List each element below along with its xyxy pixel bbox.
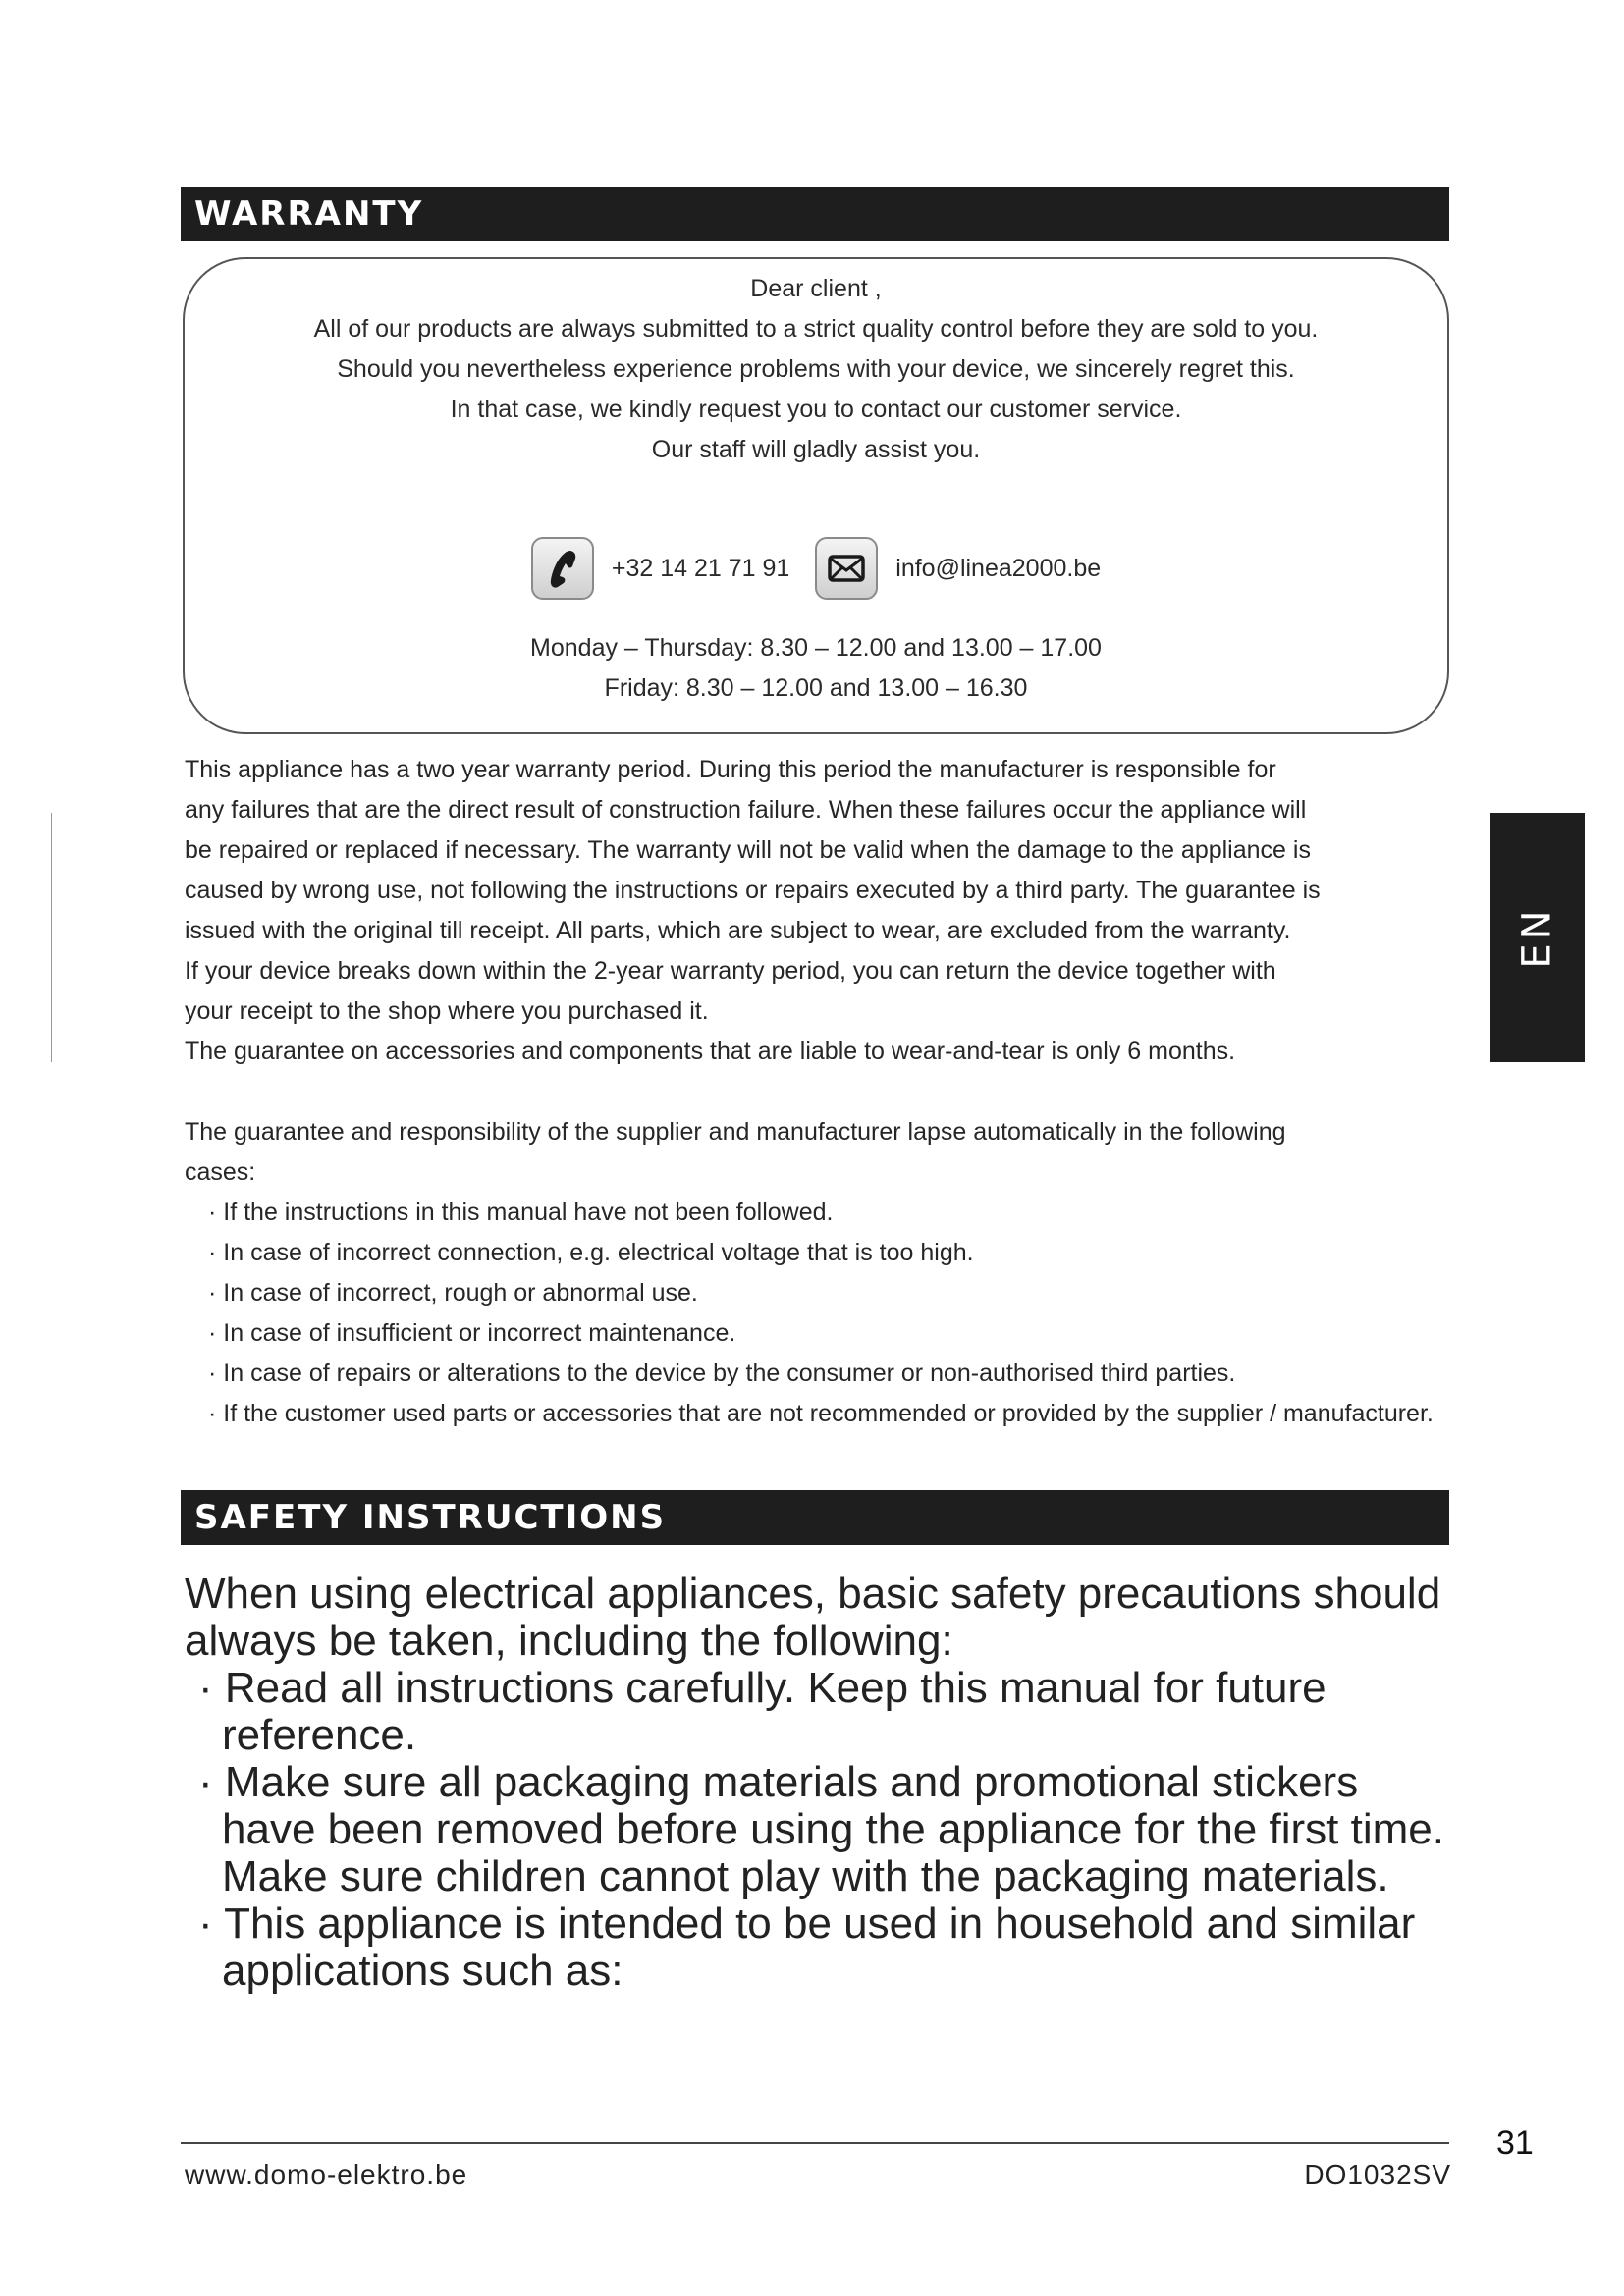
hours-weekdays: Monday – Thursday: 8.30 – 12.00 and 13.00 – 17.00: [530, 634, 1102, 662]
box-line-regret: Should you nevertheless experience problems with your device, we sincerely regret this.: [337, 355, 1295, 383]
list-item: · Make sure all packaging materials and promotional stickers have been removed before using the appliance for the first time. Make sure children cannot play with the packaging materials.: [198, 1758, 1444, 1900]
list-item: · In case of insufficient or incorrect maintenance.: [208, 1319, 736, 1347]
language-tab: [1490, 813, 1585, 1062]
box-line-quality: All of our products are always submitted to a strict quality control before they are sold to you.: [313, 315, 1319, 343]
paragraph-line: If your device breaks down within the 2-year warranty period, you can return the device together with: [185, 957, 1276, 985]
list-item: · If the instructions in this manual have not been followed.: [208, 1199, 834, 1226]
lapse-cases-list: [185, 1193, 1461, 1434]
lapse-intro: cases:: [185, 1158, 256, 1186]
phone-number[interactable]: +32 14 21 71 91: [611, 554, 790, 582]
warranty-heading: WARRANTY: [181, 187, 1449, 241]
language-tab-label: EN: [1514, 906, 1560, 969]
opening-hours: [185, 628, 1447, 709]
paragraph-line: This appliance has a two year warranty period. During this period the manufacturer is responsible for: [185, 756, 1276, 783]
envelope-icon: [815, 537, 878, 600]
safety-intro: When using electrical appliances, basic safety precautions should always be taken, including the following:: [185, 1570, 1441, 1665]
hours-friday: Friday: 8.30 – 12.00 and 13.00 – 16.30: [604, 674, 1028, 702]
margin-line: [51, 813, 52, 1062]
customer-service-box: [183, 257, 1449, 734]
footer-model: DO1032SV: [1304, 2160, 1451, 2190]
lapse-intro: The guarantee and responsibility of the supplier and manufacturer lapse automatically in the following: [185, 1118, 1286, 1146]
footer-website[interactable]: www.domo-elektro.be: [185, 2160, 468, 2190]
page-number: 31: [1496, 2124, 1534, 2162]
paragraph-line: be repaired or replaced if necessary. The warranty will not be valid when the damage to the appliance is: [185, 836, 1311, 864]
list-item: · In case of repairs or alterations to the device by the consumer or non-authorised third parties.: [208, 1360, 1236, 1387]
paragraph-line: issued with the original till receipt. All parts, which are subject to wear, are excluded from the warranty.: [185, 917, 1291, 944]
list-item: · This appliance is intended to be used in household and similar applications such as:: [198, 1899, 1416, 1995]
box-line-greeting: Dear client ,: [750, 275, 882, 302]
list-item: · If the customer used parts or accessories that are not recommended or provided by the supplier / manufacturer.: [208, 1400, 1434, 1427]
safety-heading: SAFETY INSTRUCTIONS: [181, 1490, 1449, 1545]
email-address[interactable]: info@linea2000.be: [895, 554, 1102, 582]
lapse-section: [185, 1112, 1461, 1434]
safety-list: [185, 1665, 1461, 1995]
list-item: · Read all instructions carefully. Keep this manual for future reference.: [198, 1664, 1326, 1759]
paragraph-line: your receipt to the shop where you purchased it.: [185, 997, 709, 1025]
paragraph-line: any failures that are the direct result of construction failure. When these failures occur the appliance will: [185, 796, 1307, 824]
footer-rule: [181, 2142, 1449, 2144]
paragraph-line: caused by wrong use, not following the instructions or repairs executed by a third party. The guarantee is: [185, 877, 1321, 904]
warranty-paragraph: [185, 750, 1461, 1072]
list-item: · In case of incorrect, rough or abnormal use.: [208, 1279, 698, 1307]
list-item: · In case of incorrect connection, e.g. electrical voltage that is too high.: [208, 1239, 974, 1266]
box-line-assist: Our staff will gladly assist you.: [651, 436, 981, 463]
contact-row: [185, 534, 1447, 603]
paragraph-line: The guarantee on accessories and components that are liable to wear-and-tear is only 6 months.: [185, 1038, 1236, 1065]
safety-section: [185, 1571, 1461, 1995]
box-line-contact: In that case, we kindly request you to contact our customer service.: [450, 396, 1182, 423]
phone-icon: [531, 537, 594, 600]
